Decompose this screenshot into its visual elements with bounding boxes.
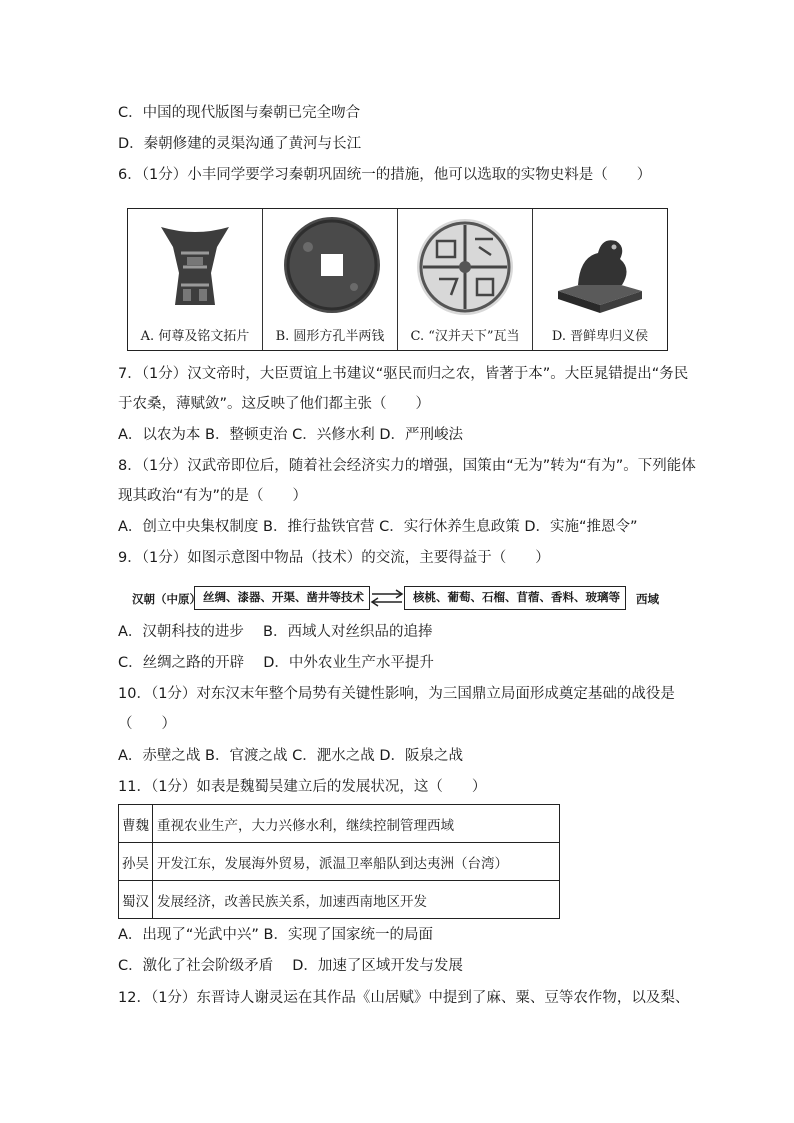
bronze-vessel-icon (128, 213, 262, 321)
q6-caption-b: B. 圆形方孔半两钱 (275, 329, 385, 344)
q8-options: A．创立中央集权制度 B．推行盐铁官营 C．实行休养生息政策 D．实施“推恩令” (118, 519, 638, 535)
q9-diagram-right-box: 核桃、葡萄、石榴、苜蓿、香料、玻璃等 (404, 586, 626, 610)
q6-figure-a (128, 209, 263, 350)
table-cell-content: 开发江东，发展海外贸易，派温卫率船队到达夷洲（台湾） (153, 843, 560, 881)
q6-figure-b (263, 209, 398, 350)
q5-option-c: C．中国的现代版图与秦朝已完全吻合 (118, 105, 361, 121)
table-cell-state: 曹魏 (119, 805, 153, 843)
q9-diagram-left-label: 汉朝（中原） (132, 592, 201, 606)
q7-options: A．以农为本 B．整顿吏治 C．兴修水利 D．严刑峻法 (118, 427, 463, 443)
seal-icon (533, 213, 667, 321)
q6-figure-c (398, 209, 533, 350)
table-row (119, 843, 560, 881)
table-cell-state: 蜀汉 (119, 881, 153, 919)
q11-options-line1: A．出现了“光武中兴” B．实现了国家统一的局面 (118, 927, 433, 943)
q9-stem: 9．（1分）如图示意图中物品（技术）的交流，主要得益于（ ） (118, 550, 550, 566)
q11-options-line2: C．激化了社会阶级矛盾 D．加速了区域开发与发展 (118, 958, 463, 974)
double-arrow-icon (370, 588, 404, 608)
table-row (119, 805, 560, 843)
q7-stem-line1: 7．（1分）汉文帝时，大臣贾谊上书建议“驱民而归之农，皆著于本”。大臣晁错提出“务民 (118, 366, 689, 382)
q6-figure-row (127, 208, 668, 351)
q7-stem-line2: 于农桑，薄赋敛”。这反映了他们都主张（ ） (118, 396, 431, 412)
q9-options-line1: A．汉朝科技的进步 B．西域人对丝织品的追捧 (118, 624, 433, 640)
q9-diagram-left-box: 丝绸、漆器、开渠、凿井等技术 (194, 586, 370, 610)
q10-options: A．赤壁之战 B．官渡之战 C．淝水之战 D．阪泉之战 (118, 748, 463, 764)
coin-icon (263, 213, 397, 321)
q12-stem: 12．（1分）东晋诗人谢灵运在其作品《山居赋》中提到了麻、粟、豆等农作物，以及梨、 (118, 990, 690, 1006)
q9-options-line2: C．丝绸之路的开辟 D．中外农业生产水平提升 (118, 655, 434, 671)
q11-table (118, 804, 560, 919)
table-cell-content: 发展经济，改善民族关系，加速西南地区开发 (153, 881, 560, 919)
q6-figure-d (533, 209, 667, 350)
table-cell-content: 重视农业生产，大力兴修水利，继续控制管理西域 (153, 805, 560, 843)
table-row (119, 881, 560, 919)
q8-stem-line1: 8．（1分）汉武帝即位后，随着社会经济实力的增强，国策由“无为”转为“有为”。下列能体 (118, 458, 696, 474)
q11-stem: 11．（1分）如表是魏蜀吴建立后的发展状况，这（ ） (118, 779, 487, 795)
q6-stem: 6．（1分）小丰同学要学习秦朝巩固统一的措施，他可以选取的实物史料是（ ） (118, 167, 652, 183)
q9-diagram-right-label: 西域 (636, 592, 659, 606)
q6-caption-c: C. “汉并天下”瓦当 (410, 329, 520, 344)
table-cell-state: 孙吴 (119, 843, 153, 881)
roof-tile-icon (398, 213, 532, 321)
q10-stem-line1: 10．（1分）对东汉末年整个局势有关键性影响，为三国鼎立局面形成奠定基础的战役是 (118, 686, 675, 702)
q9-exchange-diagram (118, 586, 678, 612)
q10-stem-line2: （ ） (118, 716, 176, 732)
q8-stem-line2: 现其政治“有为”的是（ ） (118, 488, 308, 504)
q6-caption-d: D. 晋鲜卑归义侯 (551, 329, 649, 344)
q5-option-d: D．秦朝修建的灵渠沟通了黄河与长江 (118, 136, 362, 152)
q6-caption-a: A. 何尊及铭文拓片 (140, 329, 250, 344)
